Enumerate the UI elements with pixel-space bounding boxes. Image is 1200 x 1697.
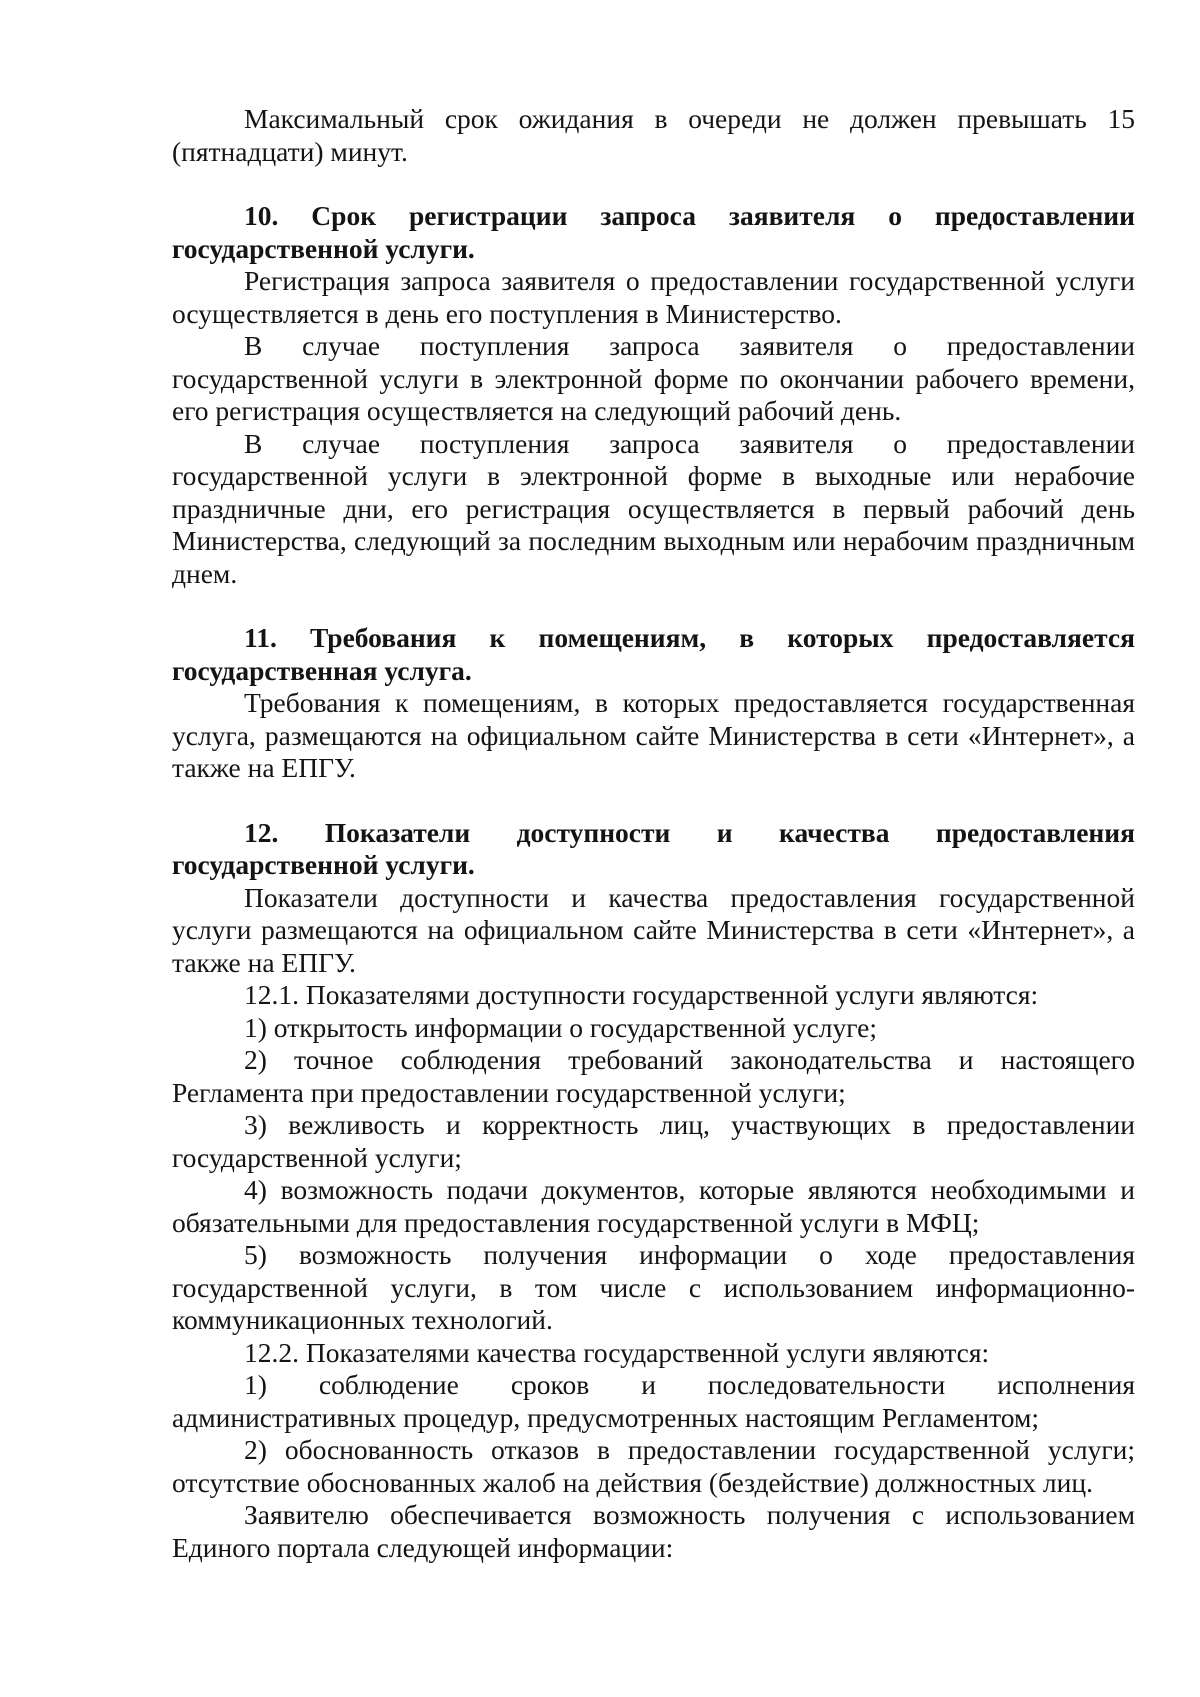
document-body	[172, 103, 1135, 1564]
section-spacer	[172, 590, 1135, 622]
list-item: 2) обоснованность отказов в предоставлении государственной услуги; отсутствие обоснованных жалоб на действия (бездействие) должностных лиц.	[172, 1434, 1135, 1498]
section-10-paragraph-1: Регистрация запроса заявителя о предоставлении государственной услуги осуществляется в день его поступления в Министерство.	[172, 265, 1135, 329]
section-spacer	[172, 785, 1135, 817]
section-11-paragraph-1: Требования к помещениям, в которых предоставляется государственная услуга, размещаются на официальном сайте Министерства в сети «Интернет», а также на ЕПГУ.	[172, 687, 1135, 783]
paragraph-max-wait-time: Максимальный срок ожидания в очереди не должен превышать 15 (пятнадцати) минут.	[172, 103, 1135, 167]
section-12-paragraph-1: Показатели доступности и качества предоставления государственной услуги размещаются на официальном сайте Министерства в сети «Интернет», а также на ЕПГУ.	[172, 881, 1135, 978]
section-11-heading: 11. Требования к помещениям, в которых предоставляется государственная услуга.	[172, 622, 1135, 686]
section-12-heading: 12. Показатели доступности и качества предоставления государственной услуги.	[172, 816, 1135, 880]
section-12-closing-paragraph: Заявителю обеспечивается возможность получения с использованием Единого портала следующей информации:	[172, 1499, 1135, 1563]
list-item: 4) возможность подачи документов, которые являются необходимыми и обязательными для предоставления государственной услуги в МФЦ;	[172, 1174, 1135, 1238]
section-10-heading: 10. Срок регистрации запроса заявителя о предоставлении государственной услуги.	[172, 200, 1135, 264]
list-item: 5) возможность получения информации о ходе предоставления государственной услуги, в том числе с использованием информационно-коммуникационных технологий.	[172, 1239, 1135, 1335]
list-item: 1) соблюдение сроков и последовательности исполнения административных процедур, предусмотренных настоящим Регламентом;	[172, 1369, 1135, 1433]
section-12-2-intro: 12.2. Показателями качества государственной услуги являются:	[244, 1336, 990, 1368]
list-item: 2) точное соблюдения требований законодательства и настоящего Регламента при предоставлении государственной услуги;	[172, 1044, 1135, 1108]
section-10-paragraph-2: В случае поступления запроса заявителя о предоставлении государственной услуги в электронной форме по окончании рабочего времени, его регистрация осуществляется на следующий рабочий день.	[172, 330, 1135, 426]
list-item: 1) открытость информации о государственной услуге;	[244, 1011, 877, 1043]
section-12-1-intro: 12.1. Показателями доступности государственной услуги являются:	[244, 979, 1039, 1010]
section-10-paragraph-3: В случае поступления запроса заявителя о предоставлении государственной услуги в электронной форме в выходные или нерабочие праздничные дни, его регистрация осуществляется в первый рабочий день Министерства, следующий за последним выходным или нерабочим праздничным днем.	[172, 427, 1135, 589]
list-item: 3) вежливость и корректность лиц, участвующих в предоставлении государственной услуги;	[172, 1109, 1135, 1173]
section-spacer	[172, 168, 1135, 200]
